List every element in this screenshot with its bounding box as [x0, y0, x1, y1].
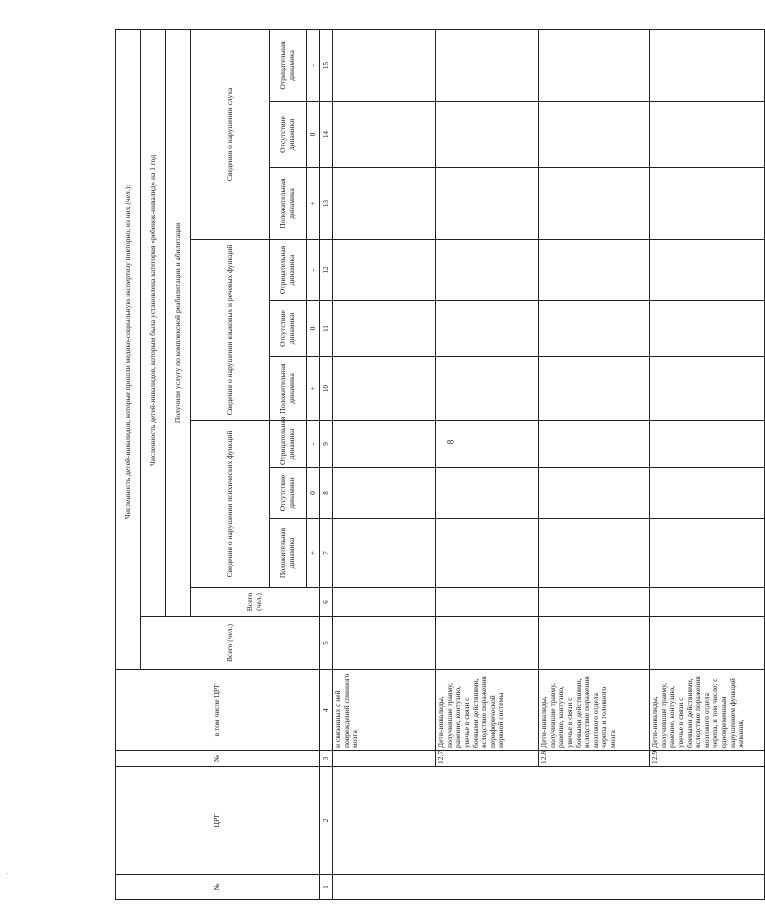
service-header: Получили услугу по комплексной реабилитации и абилитации [166, 29, 191, 616]
column-number: 1 [320, 875, 333, 900]
page-number: 8 [445, 439, 456, 445]
row-text: и связанных с ней повреждений спинного мозга [333, 670, 436, 751]
dyn-none-header: Отсутствие динамики [270, 468, 307, 519]
row-text: Дети-инвалиды, получившие травму, ранение, контузию, увечье в связи с боевыми действиями, вследствие поражения мозгового отдела черепа, в том числе: с одновременным нарушением функций жевания, [650, 670, 765, 751]
column-number: 10 [320, 357, 333, 421]
row-number: 12.9 [650, 751, 765, 767]
column-number: 15 [320, 29, 333, 101]
table-row [333, 29, 436, 899]
dyn-pos-header: Положительная динамика [270, 519, 307, 588]
rotated-table-wrapper [115, 30, 746, 900]
col-no2-header: № [116, 751, 320, 767]
column-number: 2 [320, 767, 333, 875]
col-crg-header: ЦРГ [116, 767, 320, 875]
column-number-row [320, 29, 333, 899]
rehab-statistics-table [115, 29, 765, 900]
dyn-none-header: Отсутствие динамики [270, 301, 307, 357]
col-incl-header: в том числе ЦРГ [116, 670, 320, 751]
row-no-cell [333, 875, 765, 900]
speech-group-header: Сведения о нарушении языковых и речевых функций [191, 240, 270, 421]
dyn-neg-header: Отрицательная динамика [270, 29, 307, 101]
row-text: Дети-инвалиды, получившие травму, ранение, контузию, увечье в связи с боевыми действиями, вследствие поражения мозгового отдела черепа и головного мозга [539, 670, 650, 751]
row-number [333, 751, 436, 767]
row-number: 12.8 [539, 751, 650, 767]
column-number: 13 [320, 168, 333, 240]
dyn-none-header: Отсутствие динамики [270, 102, 307, 168]
row-crg-cell [333, 767, 765, 875]
column-number: 6 [320, 588, 333, 617]
dyn-pos-sign: + [307, 519, 320, 588]
children-header: Численность детей-инвалидов, которые прошли медико-социальную экспертизу повторно, из них (чел.): [116, 29, 141, 669]
total2-header: Всего (чел.) [191, 588, 320, 617]
row-text: Дети-инвалиды, получившие травму, ранение, контузию, увечье в связи с боевыми действиями, вследствие поражения периферической нервной системы [436, 670, 539, 751]
dyn-none-sign: 0 [307, 468, 320, 519]
column-number: 9 [320, 421, 333, 468]
dyn-pos-sign: + [307, 168, 320, 240]
hearing-group-header: Сведения о нарушении слуха [191, 29, 270, 239]
category-header: Численность детей-инвалидов, которым была установлена категория «ребенок-инвалид» на 1 год [141, 29, 166, 616]
margin-mark: · [6, 870, 9, 878]
column-number: 11 [320, 301, 333, 357]
total-header: Всего (чел.) [141, 617, 320, 670]
dyn-neg-header: Отрицательная динамика [270, 421, 307, 468]
dyn-neg-sign: - [307, 29, 320, 101]
dyn-none-sign: 0 [307, 102, 320, 168]
row-number: 12.7 [436, 751, 539, 767]
column-number: 8 [320, 468, 333, 519]
header-row-1 [116, 29, 141, 899]
dyn-neg-sign: - [307, 240, 320, 301]
column-number: 14 [320, 102, 333, 168]
column-number: 3 [320, 751, 333, 767]
column-number: 5 [320, 617, 333, 670]
dyn-neg-header: Отрицательная динамика [270, 240, 307, 301]
dyn-pos-header: Положительная динамика [270, 168, 307, 240]
column-number: 12 [320, 240, 333, 301]
column-number: 4 [320, 670, 333, 751]
dyn-neg-sign: - [307, 421, 320, 468]
col-no-header: № [116, 875, 320, 900]
dyn-pos-header: Положительная динамика [270, 357, 307, 421]
dyn-pos-sign: + [307, 357, 320, 421]
column-number: 7 [320, 519, 333, 588]
psych-group-header: Сведения о нарушении психических функций [191, 421, 270, 588]
dyn-none-sign: 0 [307, 301, 320, 357]
